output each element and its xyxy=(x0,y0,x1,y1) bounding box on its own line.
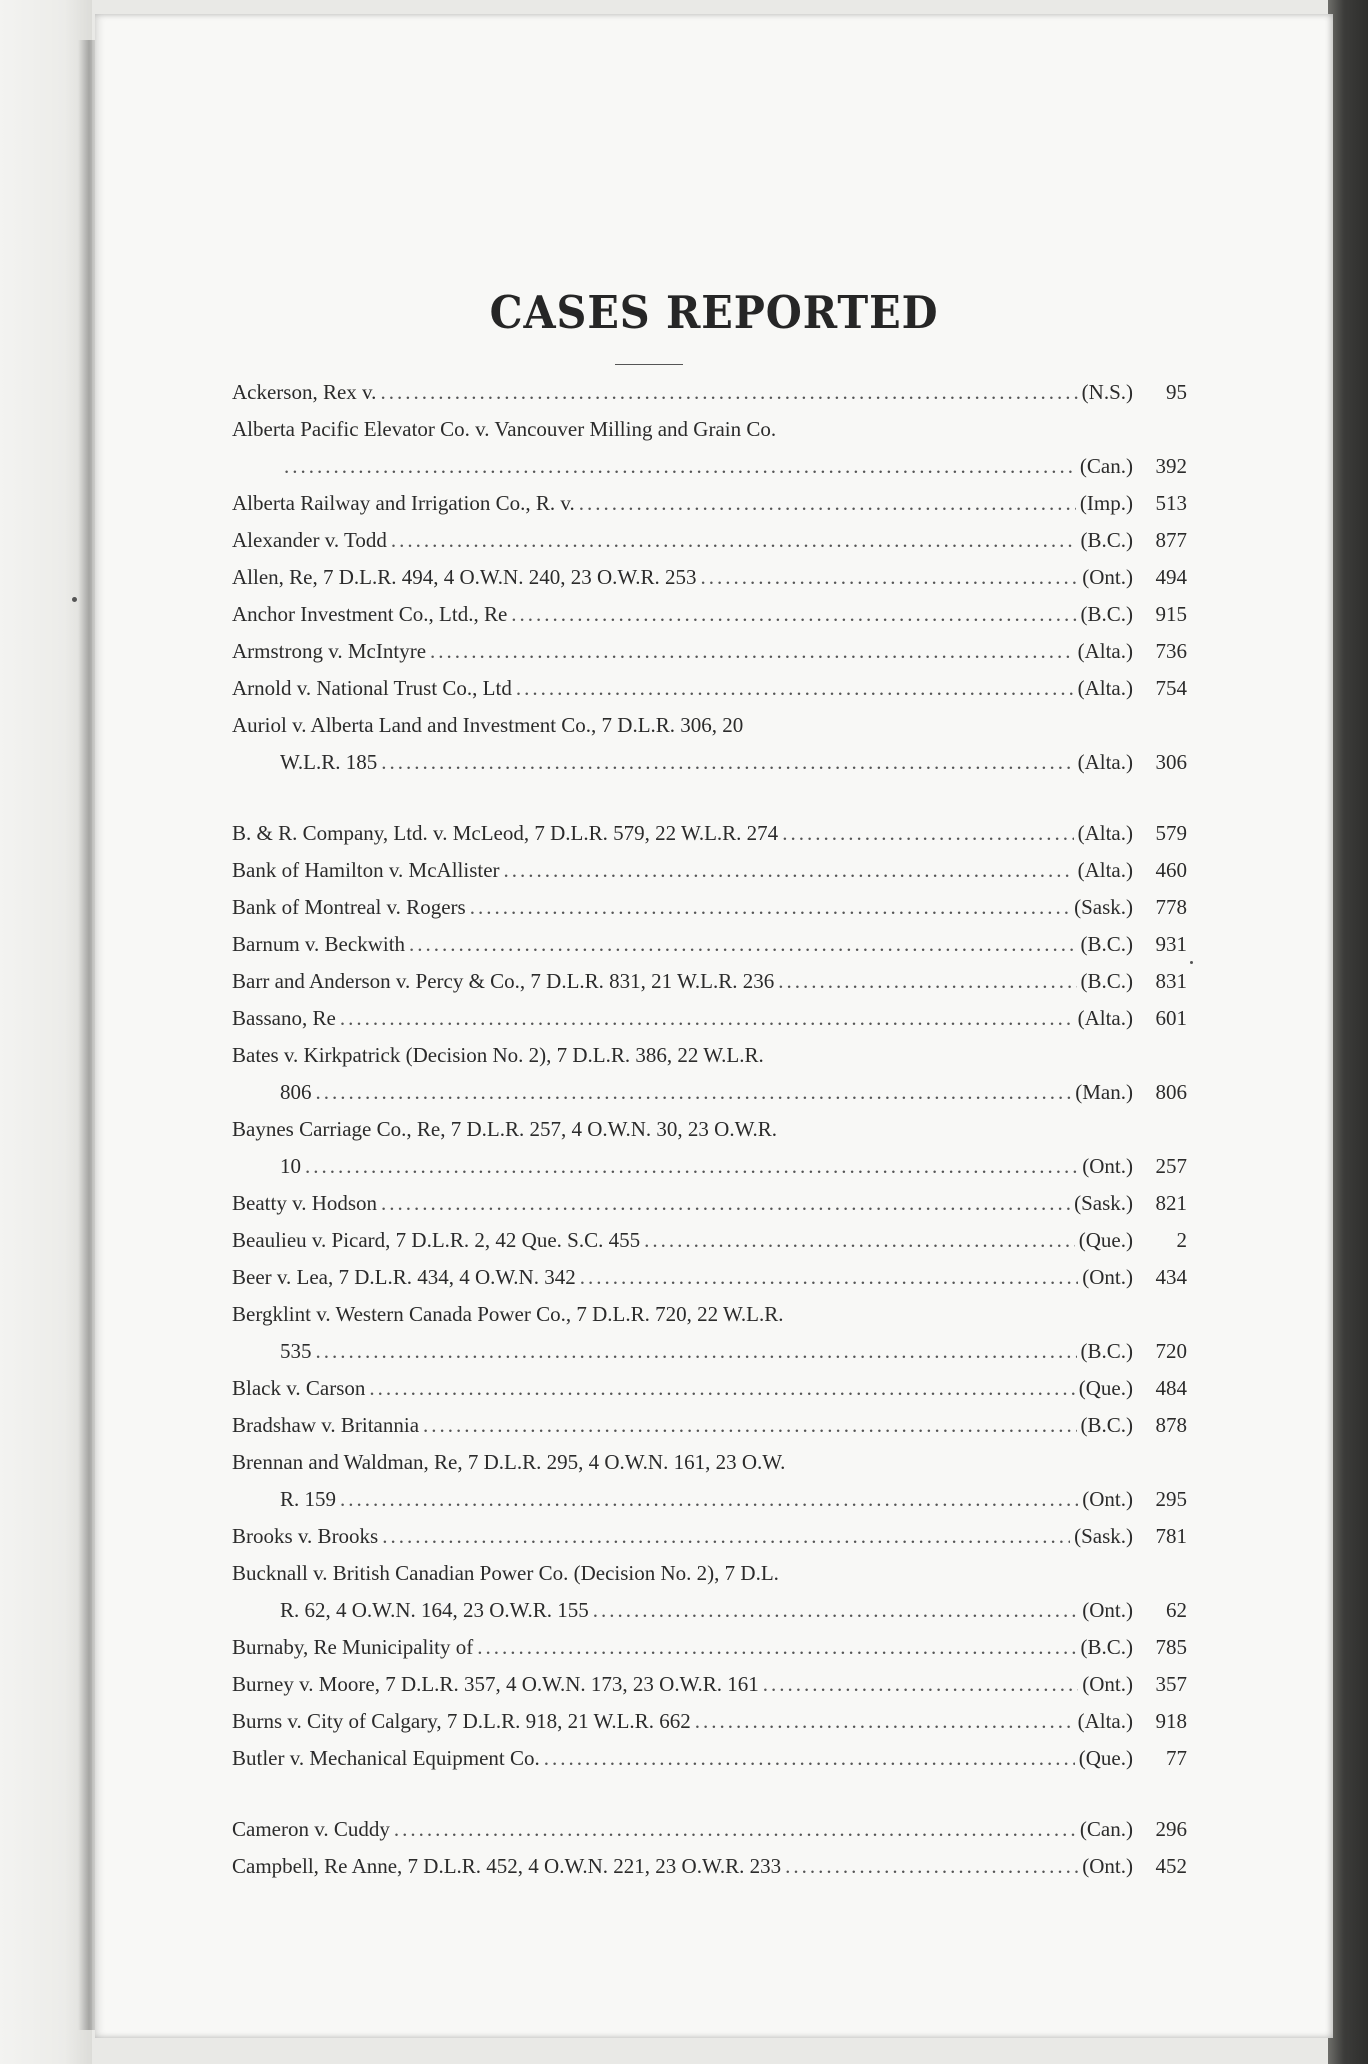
case-continuation-line xyxy=(232,1074,1187,1111)
case-line xyxy=(232,485,1187,522)
case-name: Burnaby, Re Municipality of xyxy=(232,1635,474,1659)
case-entry xyxy=(232,926,1187,963)
case-entry xyxy=(232,1000,1187,1037)
court-abbreviation: (Alta.) xyxy=(1077,821,1133,845)
court-abbreviation: (B.C.) xyxy=(1080,932,1133,956)
case-line xyxy=(232,1629,1187,1666)
court-abbreviation: (Alta.) xyxy=(1077,750,1133,774)
case-line xyxy=(232,1555,1187,1592)
case-entry xyxy=(232,1629,1187,1666)
dot-leader xyxy=(644,1222,1075,1259)
dot-leader xyxy=(381,744,1073,781)
case-name: Barnum v. Beckwith xyxy=(232,932,406,956)
case-line xyxy=(232,852,1187,889)
page-number: 513 xyxy=(1155,491,1187,515)
case-entry xyxy=(232,1222,1187,1259)
page-title: CASES REPORTED xyxy=(489,286,939,339)
case-name: Baynes Carriage Co., Re, 7 D.L.R. 257, 4 O.W.N. 30, 23 O.W.R. xyxy=(232,1117,777,1141)
court-abbreviation: (Alta.) xyxy=(1077,639,1133,663)
dot-leader xyxy=(593,1592,1078,1629)
dot-leader xyxy=(284,448,1076,485)
court-abbreviation: (Ont.) xyxy=(1082,1265,1133,1289)
case-name: Bank of Montreal v. Rogers xyxy=(232,895,466,919)
case-entry xyxy=(232,1848,1187,1885)
court-abbreviation: (Can.) xyxy=(1079,1817,1133,1841)
court-abbreviation: (Sask.) xyxy=(1074,1524,1133,1548)
dot-leader xyxy=(778,963,1076,1000)
case-name: Bates v. Kirkpatrick (Decision No. 2), 7 D.L.R. 386, 22 W.L.R. xyxy=(232,1043,764,1067)
case-name: 806 xyxy=(280,1080,312,1104)
case-line xyxy=(232,707,1187,744)
court-abbreviation: (Que.) xyxy=(1078,1376,1133,1400)
cases-list xyxy=(232,374,1187,1885)
dot-leader xyxy=(785,1848,1078,1885)
case-name: W.L.R. 185 xyxy=(280,750,378,774)
case-entry xyxy=(232,1518,1187,1555)
page-number: 778 xyxy=(1155,895,1187,919)
page-number: 601 xyxy=(1155,1006,1187,1030)
court-abbreviation: (B.C.) xyxy=(1080,1339,1133,1363)
dot-leader xyxy=(340,1481,1078,1518)
dot-leader xyxy=(316,1333,1077,1370)
case-entry xyxy=(232,1703,1187,1740)
case-name: Beaulieu v. Picard, 7 D.L.R. 2, 42 Que. S.C. 455 xyxy=(232,1228,641,1252)
case-line xyxy=(232,411,1187,448)
page-number: 579 xyxy=(1155,821,1187,845)
court-abbreviation: (Man.) xyxy=(1075,1080,1133,1104)
dot-leader xyxy=(580,1259,1079,1296)
case-entry xyxy=(232,889,1187,926)
dot-leader xyxy=(316,1074,1072,1111)
case-line xyxy=(232,1111,1187,1148)
case-line xyxy=(232,1407,1187,1444)
case-name: Alberta Pacific Elevator Co. v. Vancouver Milling and Grain Co. xyxy=(232,417,777,441)
page-number: 877 xyxy=(1155,528,1187,552)
case-entry xyxy=(232,1259,1187,1296)
page-number: 452 xyxy=(1155,1854,1187,1878)
page-number: 2 xyxy=(1176,1228,1187,1252)
page-number: 434 xyxy=(1155,1265,1187,1289)
case-name: Bergklint v. Western Canada Power Co., 7 D.L.R. 720, 22 W.L.R. xyxy=(232,1302,784,1326)
court-abbreviation: (Ont.) xyxy=(1082,1154,1133,1178)
dot-leader xyxy=(470,889,1070,926)
case-entry xyxy=(232,963,1187,1000)
dot-leader xyxy=(381,1185,1070,1222)
case-name: Auriol v. Alberta Land and Investment Co., 7 D.L.R. 306, 20 xyxy=(232,713,744,737)
case-name: R. 159 xyxy=(280,1487,337,1511)
page-speck xyxy=(1190,961,1193,964)
title-rule xyxy=(615,364,683,365)
dot-leader xyxy=(516,670,1074,707)
case-entry xyxy=(232,374,1187,411)
page-number: 494 xyxy=(1155,565,1187,589)
case-name: Armstrong v. McIntyre xyxy=(232,639,427,663)
case-line xyxy=(232,1703,1187,1740)
dot-leader xyxy=(305,1148,1078,1185)
case-name: B. & R. Company, Ltd. v. McLeod, 7 D.L.R. 579, 22 W.L.R. 274 xyxy=(232,821,779,845)
page-number: 295 xyxy=(1155,1487,1187,1511)
case-name: Bucknall v. British Canadian Power Co. (Decision No. 2), 7 D.L. xyxy=(232,1561,779,1585)
court-abbreviation: (Imp.) xyxy=(1079,491,1133,515)
case-name: Alexander v. Todd xyxy=(232,528,387,552)
dot-leader xyxy=(423,1407,1076,1444)
court-abbreviation: (Que.) xyxy=(1078,1228,1133,1252)
dot-leader xyxy=(544,1740,1075,1777)
page-number: 915 xyxy=(1155,602,1187,626)
page-number: 257 xyxy=(1155,1154,1187,1178)
case-name: 10 xyxy=(280,1154,301,1178)
case-name: Beer v. Lea, 7 D.L.R. 434, 4 O.W.N. 342 xyxy=(232,1265,576,1289)
case-line xyxy=(232,633,1187,670)
case-entry xyxy=(232,852,1187,889)
case-line xyxy=(232,1259,1187,1296)
case-line xyxy=(232,596,1187,633)
case-line xyxy=(232,1444,1187,1481)
court-abbreviation: (Sask.) xyxy=(1074,895,1133,919)
court-abbreviation: (Ont.) xyxy=(1082,1487,1133,1511)
case-name: Allen, Re, 7 D.L.R. 494, 4 O.W.N. 240, 23 O.W.R. 253 xyxy=(232,565,697,589)
case-line xyxy=(232,1740,1187,1777)
case-entry xyxy=(232,1811,1187,1848)
case-name: Butler v. Mechanical Equipment Co. xyxy=(232,1746,540,1770)
dot-leader xyxy=(409,926,1076,963)
court-abbreviation: (Alta.) xyxy=(1077,1709,1133,1733)
case-continuation-line xyxy=(232,1592,1187,1629)
case-entry xyxy=(232,1185,1187,1222)
case-line xyxy=(232,670,1187,707)
case-continuation-line xyxy=(232,1148,1187,1185)
case-line xyxy=(232,1666,1187,1703)
dot-leader xyxy=(382,1518,1070,1555)
page-number: 806 xyxy=(1155,1080,1187,1104)
court-abbreviation: (B.C.) xyxy=(1080,1413,1133,1437)
book-page xyxy=(95,14,1333,2038)
court-abbreviation: (Can.) xyxy=(1079,454,1133,478)
case-name: Black v. Carson xyxy=(232,1376,366,1400)
dot-leader xyxy=(701,559,1079,596)
court-abbreviation: (Que.) xyxy=(1078,1746,1133,1770)
dot-leader xyxy=(763,1666,1079,1703)
court-abbreviation: (N.S.) xyxy=(1081,380,1133,404)
court-abbreviation: (B.C.) xyxy=(1080,1635,1133,1659)
court-abbreviation: (Ont.) xyxy=(1082,1598,1133,1622)
case-entry xyxy=(232,1444,1187,1518)
case-line xyxy=(232,1811,1187,1848)
case-name: Bradshaw v. Britannia xyxy=(232,1413,420,1437)
case-name: Anchor Investment Co., Ltd., Re xyxy=(232,602,508,626)
case-name: Ackerson, Rex v. xyxy=(232,380,377,404)
case-line xyxy=(232,815,1187,852)
dot-leader xyxy=(430,633,1074,670)
case-continuation-line xyxy=(232,744,1187,781)
case-line xyxy=(232,1037,1187,1074)
dot-leader xyxy=(511,596,1076,633)
case-name: Alberta Railway and Irrigation Co., R. v. xyxy=(232,491,575,515)
court-abbreviation: (B.C.) xyxy=(1080,602,1133,626)
case-line xyxy=(232,1518,1187,1555)
case-line xyxy=(232,963,1187,1000)
case-line xyxy=(232,522,1187,559)
page-number: 95 xyxy=(1166,380,1187,404)
case-entry xyxy=(232,1407,1187,1444)
case-continuation-line xyxy=(232,1333,1187,1370)
dot-leader xyxy=(695,1703,1074,1740)
case-name: Campbell, Re Anne, 7 D.L.R. 452, 4 O.W.N. 221, 23 O.W.R. 233 xyxy=(232,1854,782,1878)
page-number: 484 xyxy=(1155,1376,1187,1400)
court-abbreviation: (B.C.) xyxy=(1080,528,1133,552)
dot-leader xyxy=(579,485,1076,522)
page-number: 357 xyxy=(1155,1672,1187,1696)
case-entry xyxy=(232,815,1187,852)
case-line xyxy=(232,559,1187,596)
case-name: Burns v. City of Calgary, 7 D.L.R. 918, 21 W.L.R. 662 xyxy=(232,1709,691,1733)
dot-leader xyxy=(340,1000,1074,1037)
court-abbreviation: (B.C.) xyxy=(1080,969,1133,993)
court-abbreviation: (Alta.) xyxy=(1077,858,1133,882)
case-line xyxy=(232,889,1187,926)
page-speck xyxy=(72,597,77,602)
case-name: Beatty v. Hodson xyxy=(232,1191,378,1215)
case-line xyxy=(232,1370,1187,1407)
case-line xyxy=(232,1000,1187,1037)
case-name: Barr and Anderson v. Percy & Co., 7 D.L.R. 831, 21 W.L.R. 236 xyxy=(232,969,775,993)
case-entry xyxy=(232,596,1187,633)
case-line xyxy=(232,1185,1187,1222)
page-number: 392 xyxy=(1155,454,1187,478)
case-entry xyxy=(232,411,1187,485)
page-number: 306 xyxy=(1155,750,1187,774)
case-entry xyxy=(232,1666,1187,1703)
page-number: 720 xyxy=(1155,1339,1187,1363)
case-line xyxy=(232,374,1187,411)
case-name: Brennan and Waldman, Re, 7 D.L.R. 295, 4 O.W.N. 161, 23 O.W. xyxy=(232,1450,786,1474)
case-name: 535 xyxy=(280,1339,312,1363)
case-entry xyxy=(232,1370,1187,1407)
case-entry xyxy=(232,1037,1187,1111)
case-name: Cameron v. Cuddy xyxy=(232,1817,390,1841)
page-number: 831 xyxy=(1155,969,1187,993)
page-number: 296 xyxy=(1155,1817,1187,1841)
dot-leader xyxy=(391,522,1077,559)
case-continuation-line xyxy=(232,448,1187,485)
case-entry xyxy=(232,1296,1187,1370)
case-entry xyxy=(232,707,1187,781)
page-number: 754 xyxy=(1155,676,1187,700)
dot-leader xyxy=(394,1811,1076,1848)
page-number: 918 xyxy=(1155,1709,1187,1733)
court-abbreviation: (Ont.) xyxy=(1082,1672,1133,1696)
case-name: R. 62, 4 O.W.N. 164, 23 O.W.R. 155 xyxy=(280,1598,589,1622)
case-name: Arnold v. National Trust Co., Ltd xyxy=(232,676,512,700)
case-entry xyxy=(232,485,1187,522)
case-line xyxy=(232,1296,1187,1333)
case-line xyxy=(232,1222,1187,1259)
case-entry xyxy=(232,1111,1187,1185)
dot-leader xyxy=(477,1629,1076,1666)
court-abbreviation: (Alta.) xyxy=(1077,1006,1133,1030)
case-entry xyxy=(232,522,1187,559)
case-continuation-line xyxy=(232,1481,1187,1518)
court-abbreviation: (Alta.) xyxy=(1077,676,1133,700)
case-name: Bank of Hamilton v. McAllister xyxy=(232,858,500,882)
page-number: 460 xyxy=(1155,858,1187,882)
page-number: 931 xyxy=(1155,932,1187,956)
case-entry xyxy=(232,1740,1187,1777)
dot-leader xyxy=(504,852,1074,889)
case-line xyxy=(232,1848,1187,1885)
case-name: Brooks v. Brooks xyxy=(232,1524,379,1548)
page-number: 785 xyxy=(1155,1635,1187,1659)
case-name: Burney v. Moore, 7 D.L.R. 357, 4 O.W.N. 173, 23 O.W.R. 161 xyxy=(232,1672,759,1696)
page-number: 821 xyxy=(1155,1191,1187,1215)
case-entry xyxy=(232,670,1187,707)
case-name: Bassano, Re xyxy=(232,1006,336,1030)
court-abbreviation: (Ont.) xyxy=(1082,1854,1133,1878)
dot-leader xyxy=(380,374,1077,411)
page-number: 878 xyxy=(1155,1413,1187,1437)
page-number: 62 xyxy=(1166,1598,1187,1622)
book-cover-edge xyxy=(1328,0,1368,2064)
case-entry xyxy=(232,633,1187,670)
court-abbreviation: (Ont.) xyxy=(1082,565,1133,589)
page-number: 781 xyxy=(1155,1524,1187,1548)
dot-leader xyxy=(369,1370,1074,1407)
case-line xyxy=(232,926,1187,963)
court-abbreviation: (Sask.) xyxy=(1074,1191,1133,1215)
page-number: 77 xyxy=(1166,1746,1187,1770)
dot-leader xyxy=(782,815,1073,852)
case-entry xyxy=(232,559,1187,596)
case-entry xyxy=(232,1555,1187,1629)
page-number: 736 xyxy=(1155,639,1187,663)
